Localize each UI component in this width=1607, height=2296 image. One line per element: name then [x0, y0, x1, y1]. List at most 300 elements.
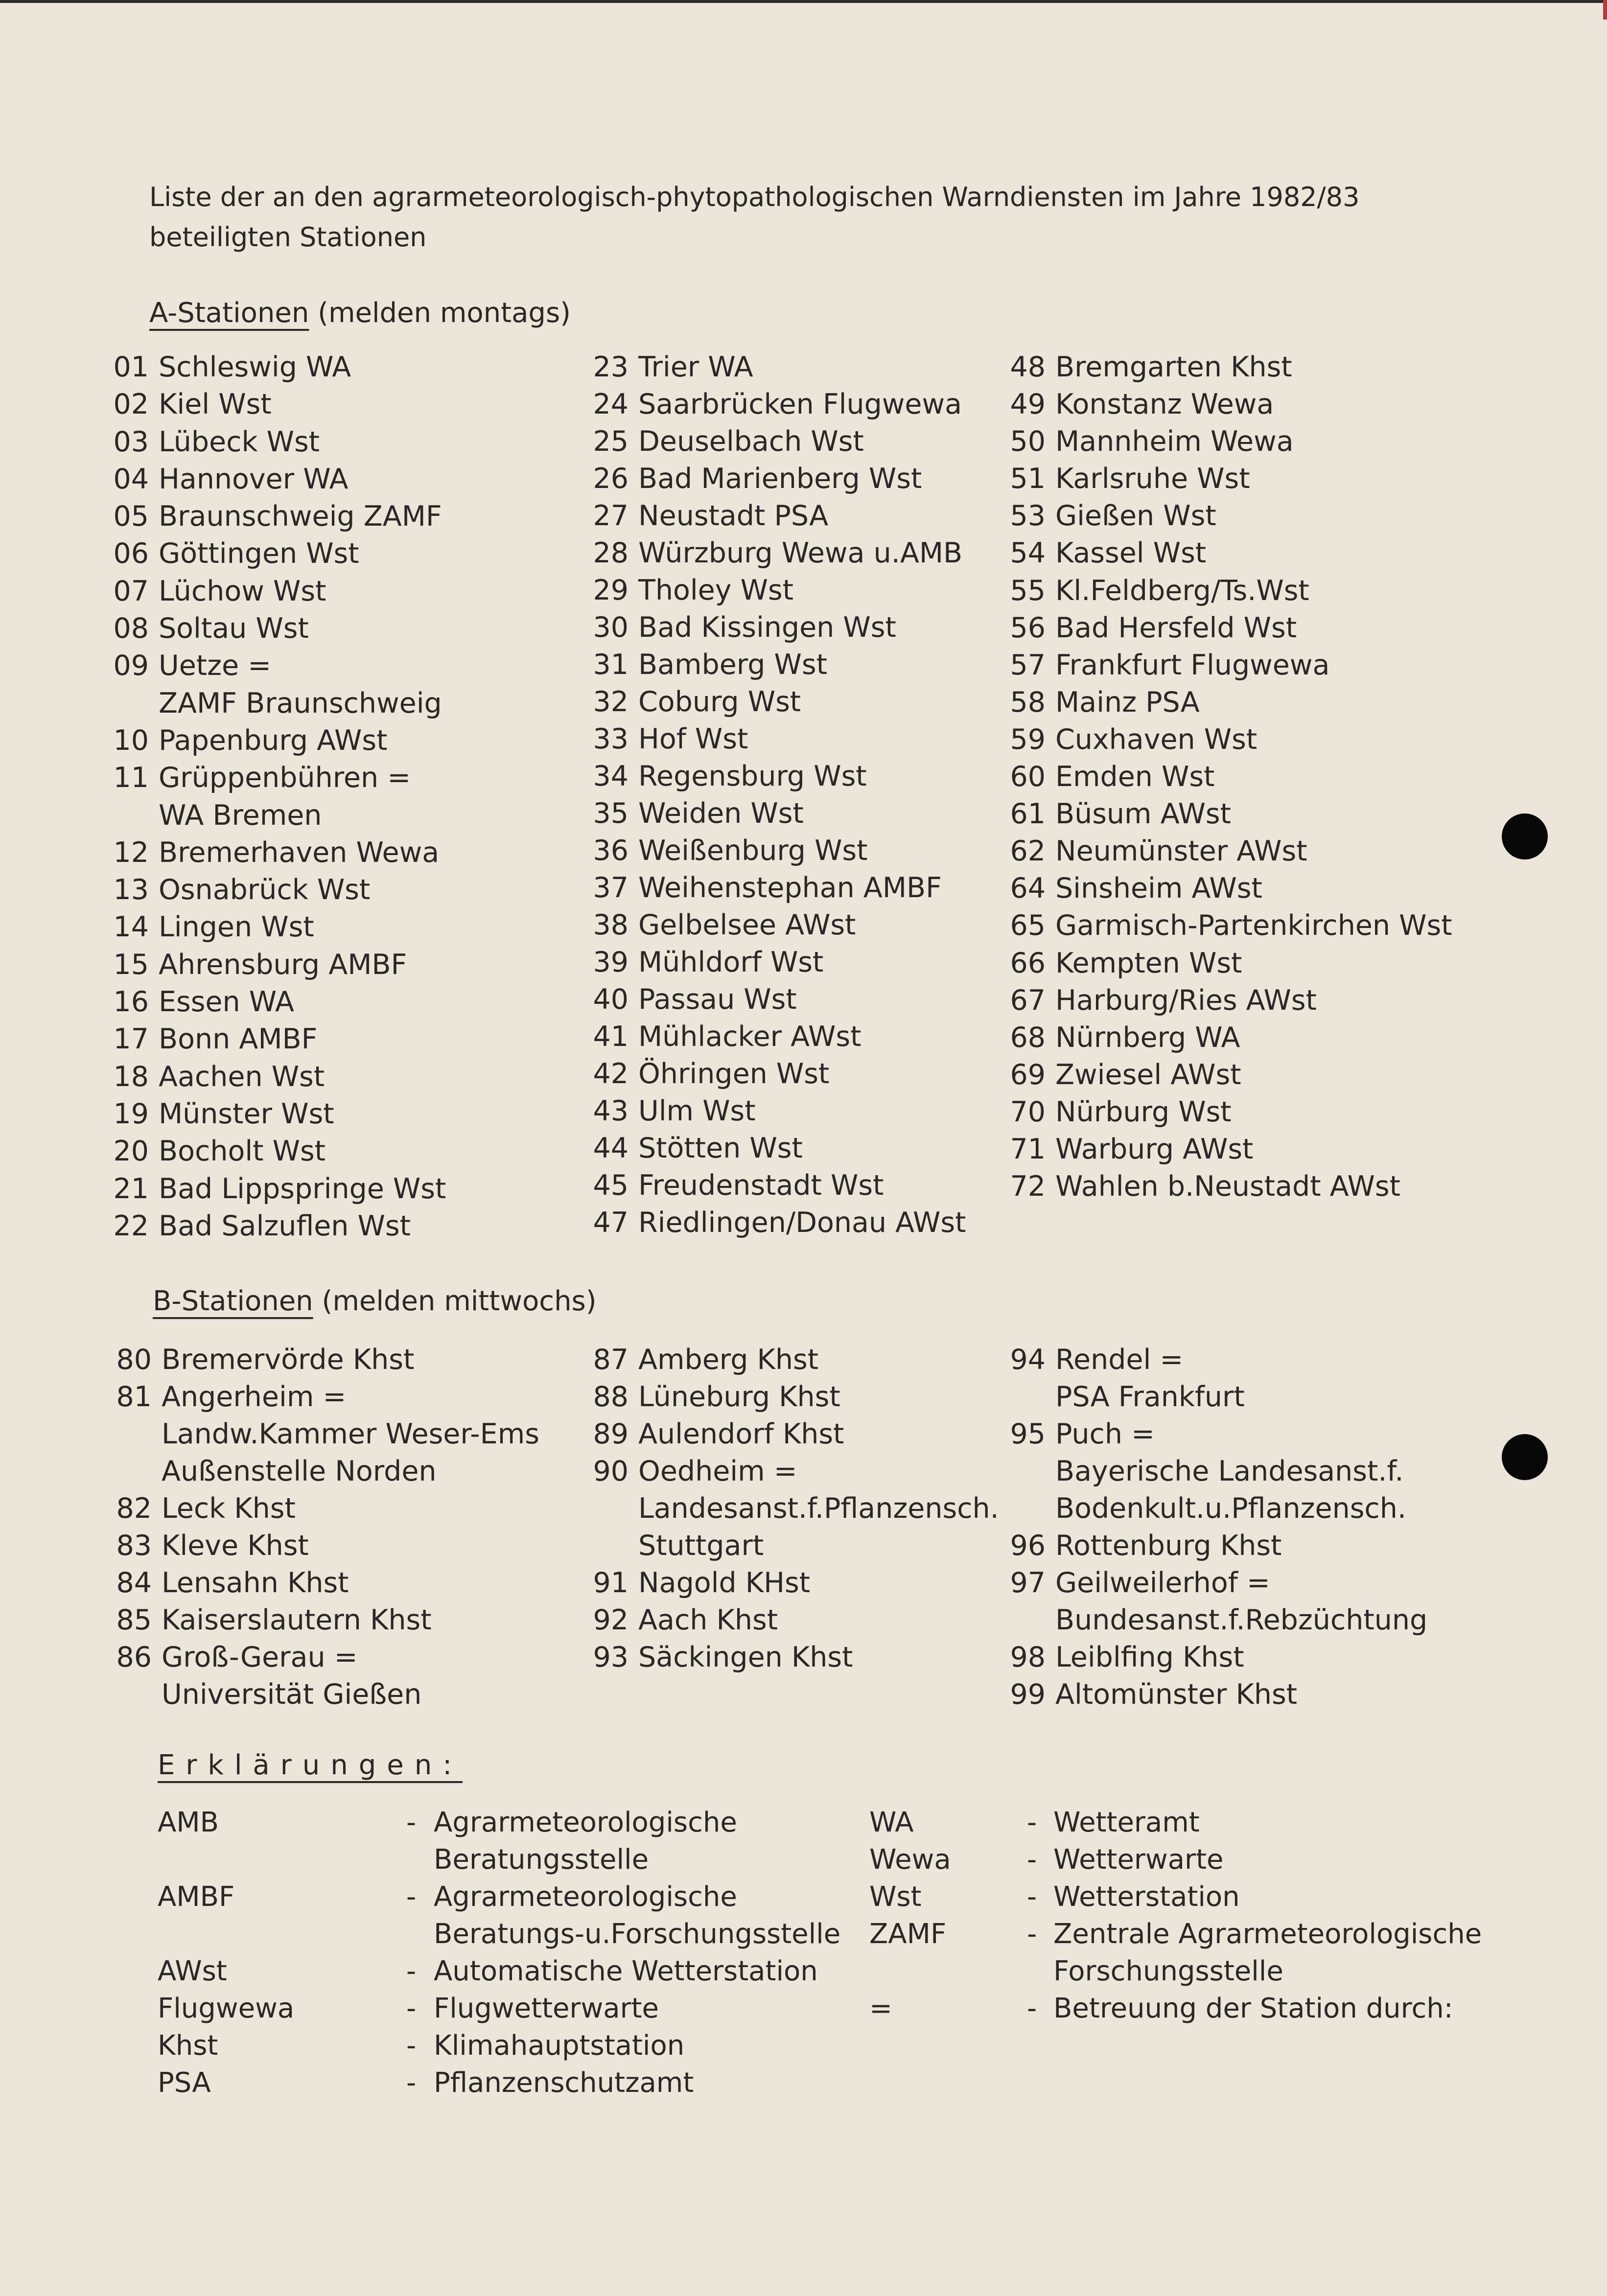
legend-dash: -	[406, 2030, 417, 2062]
station-entry	[94, 1170, 583, 1207]
station-number: 33	[593, 723, 629, 755]
legend-abbreviation: Wst	[869, 1881, 922, 1913]
legend-row	[869, 1841, 1579, 1879]
legend-abbreviation: WA	[869, 1807, 914, 1838]
legend-dash: -	[406, 1993, 417, 2024]
station-number: 72	[1010, 1170, 1046, 1203]
station-entry	[94, 348, 583, 386]
station-name: Aach Khst	[638, 1604, 778, 1636]
station-name: Rendel =	[1055, 1344, 1184, 1376]
station-entry	[97, 1378, 586, 1415]
station-name: Kleve Khst	[162, 1530, 309, 1562]
station-entry	[574, 1639, 1063, 1676]
legend-definition: Agrarmeteorologische	[434, 1881, 737, 1913]
station-number: 84	[116, 1567, 152, 1599]
station-number: 36	[593, 835, 629, 867]
document-title: Liste der an den agrarmeteorologisch-phytopathologischen Warndiensten im Jahre 1982/83 beteiligten Stationen	[149, 182, 1360, 253]
station-entry	[94, 834, 583, 871]
station-name: Oedheim =	[638, 1455, 797, 1487]
station-name: Deuselbach Wst	[638, 425, 864, 458]
station-entry	[991, 1093, 1578, 1131]
station-entry-continuation	[97, 1415, 586, 1453]
station-name: Puch =	[1055, 1418, 1155, 1450]
station-name: Aulendorf Khst	[638, 1418, 844, 1450]
station-number: 37	[593, 872, 629, 904]
section-a-column-1	[94, 348, 583, 1245]
station-number: 05	[113, 500, 149, 533]
station-entry	[991, 534, 1578, 572]
station-number: 34	[593, 760, 629, 792]
station-number: 93	[593, 1641, 629, 1673]
station-number: 08	[113, 612, 149, 645]
station-name: Göttingen Wst	[159, 537, 359, 570]
station-number: 59	[1010, 723, 1046, 756]
station-number: 56	[1010, 611, 1046, 644]
station-name: Weißenburg Wst	[638, 835, 868, 867]
station-name: Sinsheim AWst	[1055, 872, 1262, 905]
station-number: 55	[1010, 574, 1046, 607]
section-b-heading: B-Stationen	[153, 1285, 313, 1317]
station-number: 88	[593, 1381, 629, 1413]
station-name: Bodenkult.u.Pflanzensch.	[1055, 1492, 1407, 1525]
station-name: Weiden Wst	[638, 797, 804, 830]
station-entry	[97, 1639, 586, 1676]
station-name: Geilweilerhof =	[1055, 1567, 1270, 1599]
station-number: 15	[113, 948, 149, 981]
station-name: Passau Wst	[638, 983, 797, 1016]
station-number: 17	[113, 1023, 149, 1056]
station-number: 35	[593, 797, 629, 830]
station-number: 31	[593, 649, 629, 681]
station-name: Neustadt PSA	[638, 500, 829, 532]
station-number: 07	[113, 575, 149, 607]
station-number: 81	[116, 1381, 152, 1413]
station-name: Bad Kissingen Wst	[638, 611, 896, 644]
station-name: Leck Khst	[162, 1492, 296, 1525]
legend-row	[158, 1804, 843, 1841]
station-name: Nürburg Wst	[1055, 1095, 1232, 1128]
legend-definition: Betreuung der Station durch:	[1053, 1993, 1453, 2024]
legend-dash: -	[406, 1881, 417, 1913]
legend-definition: Beratungsstelle	[434, 1844, 649, 1876]
station-number: 82	[116, 1492, 152, 1525]
station-number: 47	[593, 1206, 629, 1239]
station-entry-continuation	[94, 685, 583, 722]
station-name: Kiel Wst	[159, 388, 272, 421]
station-name: Amberg Khst	[638, 1344, 819, 1376]
station-entry	[97, 1341, 586, 1378]
legend-definition: Forschungsstelle	[1053, 1955, 1283, 1987]
station-entry	[991, 647, 1578, 684]
top-edge-line	[0, 0, 1607, 3]
station-entry	[94, 610, 583, 647]
station-entry	[991, 423, 1578, 460]
station-number: 49	[1010, 388, 1046, 421]
section-a-header	[149, 296, 571, 330]
station-name: ZAMF Braunschweig	[159, 687, 442, 719]
station-entry	[991, 945, 1578, 982]
station-name: Hannover WA	[159, 463, 349, 495]
station-entry	[574, 1092, 1063, 1130]
station-name: PSA Frankfurt	[1055, 1381, 1245, 1413]
station-entry	[991, 1131, 1578, 1168]
station-entry	[574, 1204, 1063, 1241]
legend-dash: -	[1027, 1881, 1037, 1913]
station-entry	[574, 906, 1063, 944]
station-entry	[991, 1056, 1578, 1093]
legend-right-column	[869, 1804, 1579, 2027]
station-name: Karlsruhe Wst	[1055, 463, 1250, 495]
station-entry	[574, 832, 1063, 869]
station-name: Konstanz Wewa	[1055, 388, 1274, 421]
station-number: 91	[593, 1567, 629, 1599]
station-number: 68	[1010, 1021, 1046, 1054]
station-number: 51	[1010, 463, 1046, 495]
station-number: 71	[1010, 1133, 1046, 1165]
station-entry	[94, 423, 583, 461]
station-name: Angerheim =	[162, 1381, 347, 1413]
station-name: Lübeck Wst	[159, 425, 320, 458]
station-number: 24	[593, 388, 629, 420]
station-name: Saarbrücken Flugwewa	[638, 388, 962, 420]
station-name: Grüppenbühren =	[159, 762, 411, 794]
legend-dash: -	[406, 1807, 417, 1838]
station-entry	[574, 572, 1063, 609]
station-entry	[574, 1453, 1063, 1490]
station-entry	[991, 348, 1578, 386]
station-number: 28	[593, 537, 629, 569]
station-name: Landesanst.f.Pflanzensch.	[638, 1492, 999, 1525]
station-name: Bad Lippspringe Wst	[159, 1172, 446, 1205]
station-number: 86	[116, 1641, 152, 1673]
legend-abbreviation: Khst	[158, 2030, 218, 2062]
station-number: 58	[1010, 686, 1046, 719]
station-name: Bad Salzuflen Wst	[159, 1209, 411, 1242]
station-number: 48	[1010, 351, 1046, 383]
station-entry	[991, 609, 1578, 647]
station-number: 32	[593, 686, 629, 718]
station-number: 41	[593, 1020, 629, 1053]
station-name: Altomünster Khst	[1055, 1678, 1298, 1711]
station-entry	[574, 1378, 1063, 1415]
station-entry-continuation	[97, 1453, 586, 1490]
station-number: 53	[1010, 500, 1046, 533]
legend-dash: -	[1027, 1807, 1037, 1838]
station-number: 38	[593, 909, 629, 941]
legend-row	[158, 1990, 843, 2027]
legend-definition: Wetterstation	[1053, 1881, 1240, 1913]
legend-definition: Agrarmeteorologische	[434, 1807, 737, 1838]
legend-abbreviation: Flugwewa	[158, 1993, 295, 2024]
station-name: Wahlen b.Neustadt AWst	[1055, 1170, 1400, 1203]
station-name: Würzburg Wewa u.AMB	[638, 537, 963, 569]
legend-definition: Pflanzenschutzamt	[434, 2067, 694, 2099]
station-entry	[94, 535, 583, 572]
station-name: Säckingen Khst	[638, 1641, 853, 1673]
station-name: Bayerische Landesanst.f.	[1055, 1455, 1404, 1487]
station-entry	[574, 534, 1063, 572]
station-entry-continuation	[991, 1378, 1578, 1415]
legend-definition: Automatische Wetterstation	[434, 1955, 818, 1987]
legend-abbreviation: =	[869, 1993, 892, 2024]
legend-dash: -	[1027, 1993, 1037, 2024]
station-number: 20	[113, 1135, 149, 1168]
station-number: 70	[1010, 1095, 1046, 1128]
station-number: 89	[593, 1418, 629, 1450]
station-entry	[574, 795, 1063, 832]
legend-row	[158, 1953, 843, 1990]
station-entry	[94, 1020, 583, 1058]
station-name: Bundesanst.f.Rebzüchtung	[1055, 1604, 1428, 1636]
station-entry	[574, 646, 1063, 683]
station-number: 98	[1010, 1641, 1046, 1673]
section-b-column-3	[991, 1341, 1578, 1713]
station-entry	[991, 833, 1578, 870]
station-name: Schleswig WA	[159, 351, 351, 383]
station-name: Regensburg Wst	[638, 760, 867, 792]
station-number: 65	[1010, 909, 1046, 942]
station-entry	[991, 758, 1578, 795]
legend-header	[158, 1748, 463, 1783]
station-name: Nagold KHst	[638, 1567, 811, 1599]
station-entry-continuation	[991, 1453, 1578, 1490]
section-b-column-2	[574, 1341, 1063, 1676]
station-number: 26	[593, 463, 629, 495]
legend-definition: Wetterwarte	[1053, 1844, 1224, 1876]
station-entry	[574, 944, 1063, 981]
station-name: Groß-Gerau =	[162, 1641, 358, 1673]
station-number: 96	[1010, 1530, 1046, 1562]
station-number: 66	[1010, 947, 1046, 979]
legend-dash: -	[1027, 1844, 1037, 1876]
station-entry	[574, 683, 1063, 720]
station-entry	[97, 1490, 586, 1527]
station-entry	[991, 684, 1578, 721]
station-number: 92	[593, 1604, 629, 1636]
station-name: Harburg/Ries AWst	[1055, 984, 1317, 1017]
station-name: Aachen Wst	[159, 1060, 325, 1093]
station-number: 01	[113, 351, 149, 383]
station-entry	[574, 869, 1063, 906]
legend-definition: Wetteramt	[1053, 1807, 1200, 1838]
station-entry	[94, 461, 583, 498]
station-number: 69	[1010, 1058, 1046, 1091]
station-entry	[574, 423, 1063, 460]
station-entry	[94, 1095, 583, 1133]
legend-row	[869, 1953, 1579, 1990]
station-name: Mühldorf Wst	[638, 946, 824, 978]
station-entry	[991, 1527, 1578, 1564]
station-name: Bremgarten Khst	[1055, 351, 1292, 383]
station-entry-continuation	[991, 1601, 1578, 1639]
legend-row	[869, 1804, 1579, 1841]
legend-row	[869, 1879, 1579, 1916]
station-number: 57	[1010, 649, 1046, 681]
station-entry	[574, 1415, 1063, 1453]
station-name: Nürnberg WA	[1055, 1021, 1240, 1054]
station-number: 62	[1010, 835, 1046, 868]
station-number: 12	[113, 836, 149, 869]
station-entry	[94, 722, 583, 759]
legend-row	[158, 2064, 843, 2102]
station-entry	[94, 1207, 583, 1245]
legend-row	[158, 1879, 843, 1916]
station-number: 67	[1010, 984, 1046, 1017]
station-number: 42	[593, 1058, 629, 1090]
station-entry	[94, 871, 583, 908]
station-number: 85	[116, 1604, 152, 1636]
station-entry	[574, 1130, 1063, 1167]
station-name: Leiblfing Khst	[1055, 1641, 1244, 1673]
station-name: Bad Hersfeld Wst	[1055, 611, 1297, 644]
station-name: Cuxhaven Wst	[1055, 723, 1258, 756]
legend-definition: Flugwetterwarte	[434, 1993, 659, 2024]
station-name: Mannheim Wewa	[1055, 425, 1294, 458]
station-entry	[97, 1527, 586, 1564]
station-name: Bremervörde Khst	[162, 1344, 415, 1376]
station-number: 83	[116, 1530, 152, 1562]
station-number: 09	[113, 649, 149, 682]
station-name: Weihenstephan AMBF	[638, 872, 942, 904]
station-entry	[94, 573, 583, 610]
right-edge-mark	[1603, 0, 1607, 20]
station-name: Lensahn Khst	[162, 1567, 349, 1599]
station-number: 14	[113, 911, 149, 944]
station-number: 39	[593, 946, 629, 978]
station-name: Münster Wst	[159, 1097, 334, 1130]
legend-definition: Beratungs-u.Forschungsstelle	[434, 1918, 841, 1950]
station-name: Lingen Wst	[159, 911, 314, 944]
station-name: Ulm Wst	[638, 1095, 756, 1127]
station-number: 03	[113, 425, 149, 458]
station-name: Bonn AMBF	[159, 1023, 318, 1056]
station-name: Coburg Wst	[638, 686, 801, 718]
station-name: Emden Wst	[1055, 761, 1215, 793]
station-name: Gelbelsee AWst	[638, 909, 856, 941]
station-name: Hof Wst	[638, 723, 748, 755]
station-entry	[97, 1564, 586, 1601]
legend-row	[869, 1916, 1579, 1953]
station-entry	[574, 460, 1063, 497]
station-entry	[94, 983, 583, 1020]
legend-abbreviation: AMB	[158, 1807, 219, 1838]
station-name: Kempten Wst	[1055, 947, 1242, 979]
station-entry	[97, 1601, 586, 1639]
station-entry	[991, 497, 1578, 534]
station-entry	[574, 609, 1063, 646]
station-number: 94	[1010, 1344, 1046, 1376]
station-entry	[574, 386, 1063, 423]
station-name: Neumünster AWst	[1055, 835, 1307, 868]
station-number: 30	[593, 611, 629, 644]
station-name: Kaiserslautern Khst	[162, 1604, 432, 1636]
station-entry	[574, 1601, 1063, 1639]
station-entry-continuation	[574, 1490, 1063, 1527]
legend-abbreviation: ZAMF	[869, 1918, 947, 1950]
station-name: Braunschweig ZAMF	[159, 500, 442, 533]
legend-row	[158, 1916, 843, 1953]
station-entry	[574, 1564, 1063, 1601]
station-number: 95	[1010, 1418, 1046, 1450]
station-name: Bad Marienberg Wst	[638, 463, 922, 495]
station-number: 27	[593, 500, 629, 532]
station-entry	[94, 1058, 583, 1095]
station-name: Tholey Wst	[638, 574, 793, 606]
station-entry	[991, 870, 1578, 907]
station-number: 54	[1010, 537, 1046, 570]
station-entry	[94, 498, 583, 535]
station-number: 44	[593, 1132, 629, 1164]
station-entry	[94, 946, 583, 983]
legend-row	[158, 2027, 843, 2064]
station-name: Mühlacker AWst	[638, 1020, 862, 1053]
station-name: Rottenburg Khst	[1055, 1530, 1282, 1562]
station-name: Außenstelle Norden	[162, 1455, 437, 1487]
station-number: 29	[593, 574, 629, 606]
station-entry	[574, 981, 1063, 1018]
station-name: Universität Gießen	[162, 1678, 422, 1711]
legend-dash: -	[1027, 1918, 1037, 1950]
station-entry	[574, 720, 1063, 758]
station-name: WA Bremen	[159, 799, 322, 832]
station-entry-continuation	[991, 1490, 1578, 1527]
station-number: 19	[113, 1097, 149, 1130]
station-entry	[991, 1564, 1578, 1601]
station-entry	[574, 497, 1063, 534]
legend-dash: -	[406, 2067, 417, 2099]
station-entry	[574, 348, 1063, 386]
station-name: Gießen Wst	[1055, 500, 1216, 533]
station-entry-continuation	[574, 1527, 1063, 1564]
station-entry	[574, 758, 1063, 795]
station-name: Lüchow Wst	[159, 575, 326, 607]
station-name: Bamberg Wst	[638, 649, 827, 681]
station-name: Kl.Feldberg/Ts.Wst	[1055, 574, 1309, 607]
station-entry	[574, 1055, 1063, 1092]
station-entry	[94, 908, 583, 946]
station-name: Garmisch-Partenkirchen Wst	[1055, 909, 1452, 942]
section-a-note: (melden montags)	[318, 297, 571, 329]
legend-abbreviation: AWst	[158, 1955, 227, 1987]
station-entry	[991, 907, 1578, 944]
station-number: 21	[113, 1172, 149, 1205]
station-entry	[991, 1415, 1578, 1453]
legend-abbreviation: Wewa	[869, 1844, 951, 1876]
station-entry	[991, 572, 1578, 609]
station-name: Kassel Wst	[1055, 537, 1207, 570]
station-name: Papenburg AWst	[159, 724, 388, 757]
station-entry	[991, 1639, 1578, 1676]
station-number: 13	[113, 874, 149, 906]
station-entry	[991, 721, 1578, 758]
station-entry	[574, 1018, 1063, 1055]
station-name: Lüneburg Khst	[638, 1381, 840, 1413]
legend-row	[869, 1990, 1579, 2027]
legend-definition: Zentrale Agrarmeteorologische	[1053, 1918, 1482, 1950]
station-entry	[574, 1341, 1063, 1378]
station-name: Freudenstadt Wst	[638, 1169, 884, 1202]
station-number: 18	[113, 1060, 149, 1093]
station-name: Frankfurt Flugwewa	[1055, 649, 1330, 681]
station-entry	[991, 1168, 1578, 1205]
legend-definition: Klimahauptstation	[434, 2030, 685, 2062]
station-number: 43	[593, 1095, 629, 1127]
station-name: Soltau Wst	[159, 612, 309, 645]
station-entry	[94, 759, 583, 796]
station-name: Osnabrück Wst	[159, 874, 371, 906]
punch-hole	[1502, 813, 1548, 859]
legend-heading: Erklärungen:	[158, 1749, 463, 1781]
